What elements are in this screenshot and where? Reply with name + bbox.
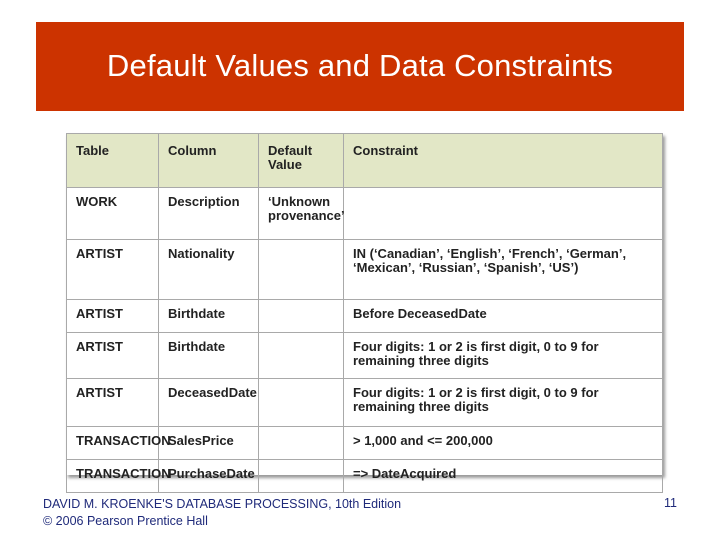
cell-default-value (259, 300, 344, 333)
cell-default-value (259, 240, 344, 300)
cell-column: Birthdate (159, 333, 259, 379)
footer-copyright: © 2006 Pearson Prentice Hall (43, 514, 208, 528)
cell-constraint: IN (‘Canadian’, ‘English’, ‘French’, ‘German’, ‘Mexican’, ‘Russian’, ‘Spanish’, ‘US’) (344, 240, 663, 300)
table-row (67, 188, 663, 240)
cell-column: SalesPrice (159, 427, 259, 460)
cell-constraint: > 1,000 and <= 200,000 (344, 427, 663, 460)
footer-book-title: DAVID M. KROENKE'S DATABASE PROCESSING, 10th Edition (43, 497, 402, 511)
cell-constraint: Four digits: 1 or 2 is first digit, 0 to 9 for remaining three digits (344, 333, 663, 379)
cell-column: DeceasedDate (159, 379, 259, 427)
table-row (67, 460, 663, 493)
table-row (67, 379, 663, 427)
constraints-table-frame (66, 133, 663, 481)
cell-constraint: => DateAcquired (344, 460, 663, 493)
cell-table: ARTIST (67, 240, 159, 300)
cell-default-value (259, 333, 344, 379)
cell-column: Birthdate (159, 300, 259, 333)
cell-default-value (259, 460, 344, 493)
cell-column: PurchaseDate (159, 460, 259, 493)
header-column: Column (159, 134, 259, 188)
cell-table: TRANSACTION (67, 427, 159, 460)
header-default-line2: Value (268, 157, 302, 172)
header-default-value (259, 134, 344, 188)
table-row (67, 300, 663, 333)
header-default-line1: Default (268, 143, 313, 158)
cell-column: Description (159, 188, 259, 240)
page-number: 11 (664, 496, 677, 510)
header-constraint: Constraint (344, 134, 663, 188)
title-bar (36, 22, 684, 111)
header-table: Table (67, 134, 159, 188)
cell-constraint: Four digits: 1 or 2 is first digit, 0 to 9 for remaining three digits (344, 379, 663, 427)
cell-default-value (259, 379, 344, 427)
table-row (67, 333, 663, 379)
cell-table: ARTIST (67, 300, 159, 333)
cell-table: ARTIST (67, 379, 159, 427)
table-row (67, 240, 663, 300)
cell-table: ARTIST (67, 333, 159, 379)
cell-table: TRANSACTION (67, 460, 159, 493)
cell-default-value: ‘Unknown provenance’ (259, 188, 344, 240)
constraints-table (66, 133, 663, 493)
slide-title: Default Values and Data Constraints (106, 48, 614, 83)
cell-column: Nationality (159, 240, 259, 300)
footer-credits (43, 496, 401, 530)
table-row (67, 427, 663, 460)
cell-constraint: Before DeceasedDate (344, 300, 663, 333)
cell-constraint (344, 188, 663, 240)
table-header-row (67, 134, 663, 188)
cell-table: WORK (67, 188, 159, 240)
cell-default-value (259, 427, 344, 460)
